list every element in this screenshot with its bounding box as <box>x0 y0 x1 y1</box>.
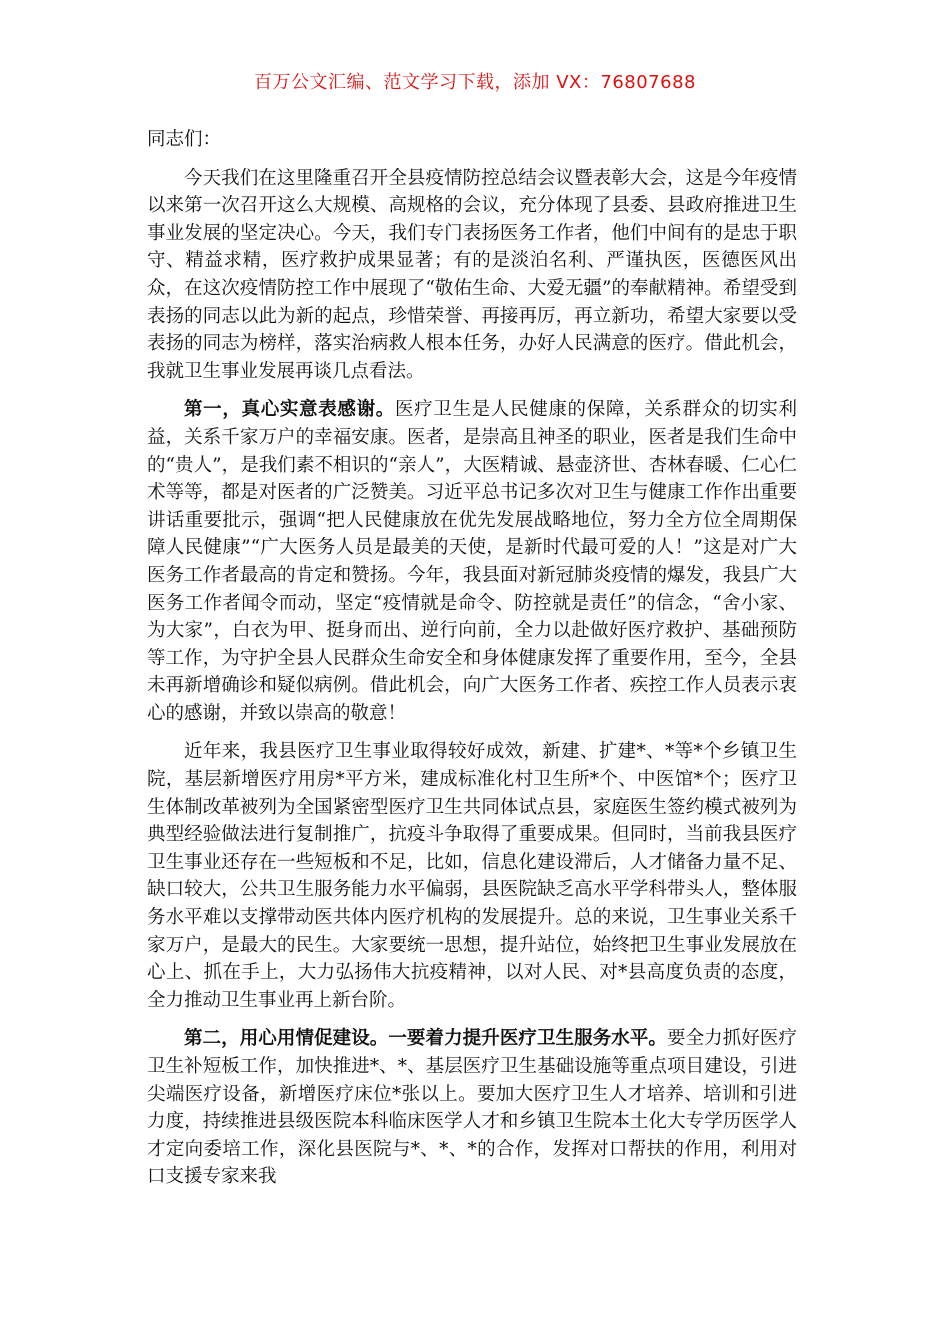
second-point-heading: 第二，用心用情促建设。一要着力提升医疗卫生服务水平。 <box>184 1028 668 1050</box>
paragraph-intro: 今天我们在这里隆重召开全县疫情防控总结会议暨表彰大会，这是今年疫情以来第一次召开这么大规模、高规格的会议，充分体现了县委、县政府推进卫生事业发展的坚定决心。今天，我们专门表扬医务工作者，他们中间有的是忠于职守、精益求精，医疗救护成果显著；有的是淡泊名利、严谨执医，医德医风出众，在这次疫情防控工作中展现了“敬佑生命、大爱无疆”的奉献精神。希望受到表扬的同志以此为新的起点，珍惜荣誉、再接再厉，再立新功，希望大家要以受表扬的同志为榜样，落实治病救人根本任务，办好人民满意的医疗。借此机会，我就卫生事业发展再谈几点看法。 <box>147 167 797 382</box>
second-point-body: 要全力抓好医疗卫生补短板工作，加快推进*、*、基层医疗卫生基础设施等重点项目建设，引进尖端医疗设备，新增医疗床位*张以上。要加大医疗卫生人才培养、培训和引进力度，持续推进县级医院本科临床医学人才和乡镇卫生院本土化大专学历医学人才定向委培工作，深化县医院与*、*、*的合作，发挥对口帮扶的作用，利用对口支援专家来我 <box>147 1028 797 1188</box>
first-point-body: 医疗卫生是人民健康的保障，关系群众的切实利益，关系千家万户的幸福安康。医者，是崇高且神圣的职业，医者是我们生命中的“贵人”，是我们素不相识的“亲人”，大医精诚、悬壶济世、杏林春暖、仁心仁术等等，都是对医者的广泛赞美。习近平总书记多次对卫生与健康工作作出重要讲话重要批示，强调“把人民健康放在优先发展战略地位，努力全方位全周期保障人民健康”“广大医务人员是最美的天使，是新时代最可爱的人！”这是对广大医务工作者最高的肯定和赞扬。今年，我县面对新冠肺炎疫情的爆发，我县广大医务工作者闻令而动，坚定“疫情就是命令、防控就是责任”的信念，“舍小家、为大家”，白衣为甲、挺身而出、逆行向前，全力以赴做好医疗救护、基础预防等工作，为守护全县人民群众生命安全和身体健康发挥了重要作用，至今，全县未再新增确诊和疑似病例。借此机会，向广大医务工作者、疾控工作人员表示衷心的感谢，并致以崇高的敬意！ <box>147 399 797 724</box>
paragraph-second-point <box>147 1025 797 1191</box>
salutation: 同志们： <box>147 129 222 150</box>
document-body <box>147 126 797 1202</box>
paragraph-achievements: 近年来，我县医疗卫生事业取得较好成效，新建、扩建*、*等*个乡镇卫生院，基层新增医疗用房*平方米，建成标准化村卫生所*个、中医馆*个；医疗卫生体制改革被列为全国紧密型医疗卫生共同体试点县，家庭医生签约模式被列为典型经验做法进行复制推广，抗疫斗争取得了重要成果。但同时，当前我县医疗卫生事业还存在一些短板和不足，比如，信息化建设滞后，人才储备力量不足、缺口较大，公共卫生服务能力水平偏弱，县医院缺乏高水平学科带头人，整体服务水平难以支撑带动医共体内医疗机构的发展提升。总的来说，卫生事业关系千家万户，是最大的民生。大家要统一思想，提升站位，始终把卫生事业发展放在心上、抓在手上，大力弘扬伟大抗疫精神，以对人民、对*县高度负责的态度，全力推动卫生事业再上新台阶。 <box>147 741 797 1011</box>
first-point-heading: 第一，真心实意表感谢。 <box>184 399 395 421</box>
watermark-header: 百万公文汇编、范文学习下载，添加 VX：76807688 <box>254 72 696 93</box>
paragraph-first-point <box>147 396 797 727</box>
